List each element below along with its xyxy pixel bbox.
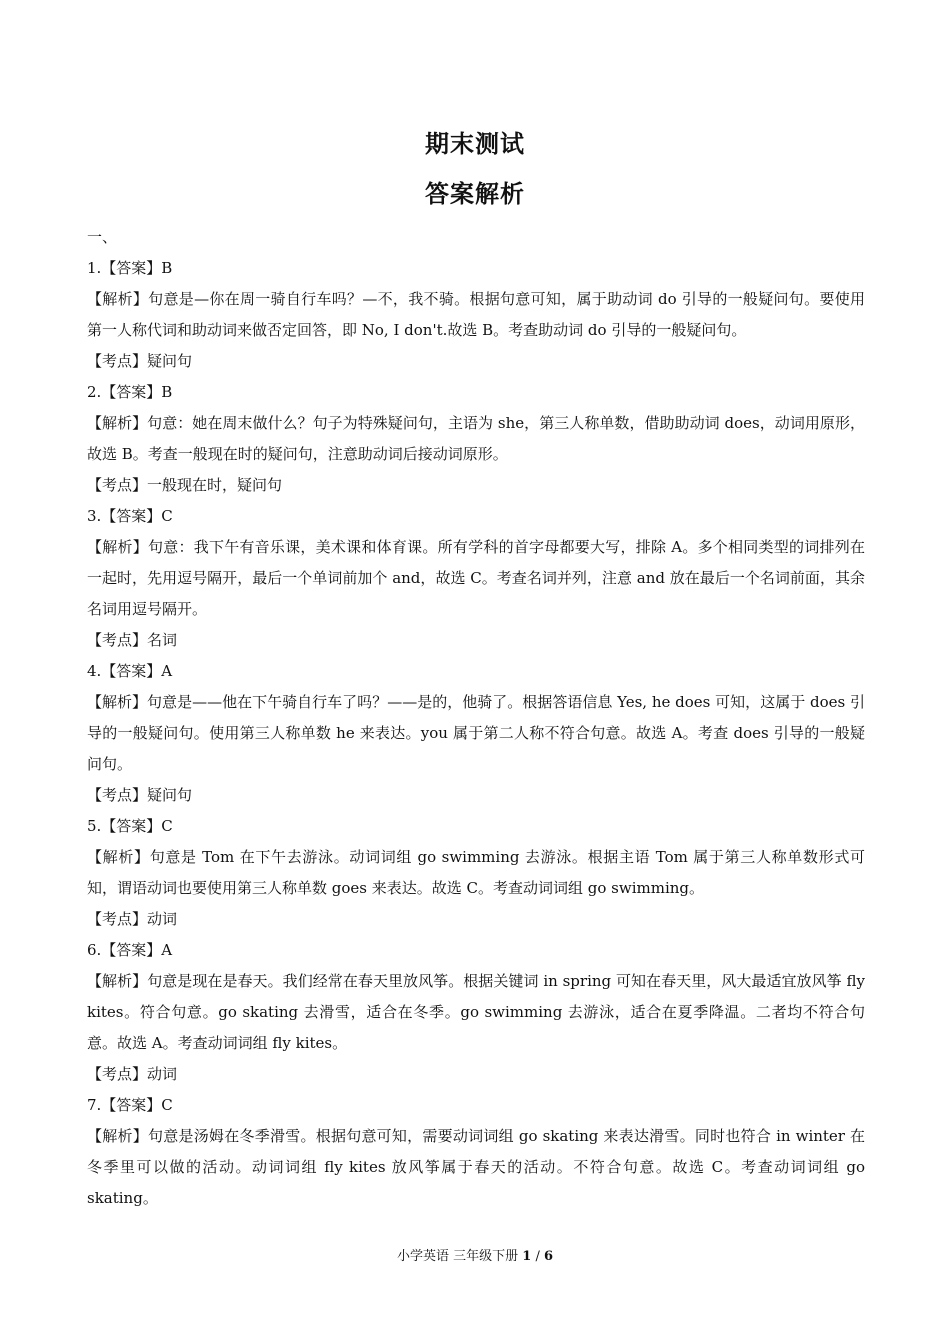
question-6 [87,935,865,1090]
question-3 [87,501,865,656]
question-2 [87,377,865,501]
answer-line: 6.【答案】A [87,941,173,959]
answer-line: 2.【答案】B [87,383,173,401]
question-5 [87,811,865,935]
analysis-text: 【解析】句意是—你在周一骑自行车吗？—不，我不骑。根据句意可知，属于助动词 do 引导的一般疑问句。要使用第一人称代词和助动词来做否定回答，即 No, I don't.故选 B。考查助动词 do 引导的一般疑问句。 [87,290,865,339]
analysis-text: 【解析】句意是 Tom 在下午去游泳。动词词组 go swimming 去游泳。根据主语 Tom 属于第三人称单数形式可知，谓语动词也要使用第三人称单数 goes 来表达。故选 C。考查动词词组 go swimming。 [87,848,865,897]
key-point: 【考点】动词 [87,1065,178,1083]
analysis-text: 【解析】句意：她在周末做什么？句子为特殊疑问句，主语为 she，第三人称单数，借助助动词 does，动词用原形，故选 B。考查一般现在时的疑问句，注意助动词后接动词原形。 [87,414,865,463]
page-number: 1 [522,1249,532,1264]
page-subtitle: 答案解析 [425,180,525,208]
key-point: 【考点】疑问句 [87,352,193,370]
key-point: 【考点】动词 [87,910,178,928]
question-1 [87,253,865,377]
question-7 [87,1090,865,1214]
section-heading: 一、 [87,228,118,246]
key-point: 【考点】疑问句 [87,786,193,804]
answer-line: 5.【答案】C [87,817,173,835]
page-title: 期末测试 [425,130,525,158]
analysis-text: 【解析】句意是——他在下午骑自行车了吗？——是的，他骑了。根据答语信息 Yes, he does 可知，这属于 does 引导的一般疑问句。使用第三人称单数 he 来表达。you 属于第二人称不符合句意。故选 A。考查 does 引导的一般疑问句。 [87,693,865,773]
answer-line: 7.【答案】C [87,1096,173,1114]
answer-line: 3.【答案】C [87,507,173,525]
footer-label: 小学英语 三年级下册 [396,1249,519,1264]
page-footer [0,1245,950,1264]
answer-line: 1.【答案】B [87,259,173,277]
key-point: 【考点】名词 [87,631,178,649]
page-total: 6 [543,1249,554,1264]
page-separator: / [531,1249,544,1264]
answer-content [87,222,865,1214]
analysis-text: 【解析】句意：我下午有音乐课，美术课和体育课。所有学科的首字母都要大写，排除 A。多个相同类型的词排列在一起时，先用逗号隔开，最后一个单词前加个 and，故选 C。考查名词并列，注意 and 放在最后一个名词前面，其余名词用逗号隔开。 [87,538,865,618]
question-4 [87,656,865,811]
analysis-text: 【解析】句意是汤姆在冬季滑雪。根据句意可知，需要动词词组 go skating 来表达滑雪。同时也符合 in winter 在冬季里可以做的活动。动词词组 fly kites 放风筝属于春天的活动。不符合句意。故选 C。考查动词词组 go skating。 [87,1127,865,1207]
analysis-text: 【解析】句意是现在是春天。我们经常在春天里放风筝。根据关键词 in spring 可知在春天里，风大最适宜放风筝 fly kites。符合句意。go skating 去滑雪，适合在冬季。go swimming 去游泳，适合在夏季降温。二者均不符合句意。故选 A。考查动词词组 fly kites。 [87,972,865,1052]
key-point: 【考点】一般现在时，疑问句 [87,476,283,494]
answer-line: 4.【答案】A [87,662,173,680]
